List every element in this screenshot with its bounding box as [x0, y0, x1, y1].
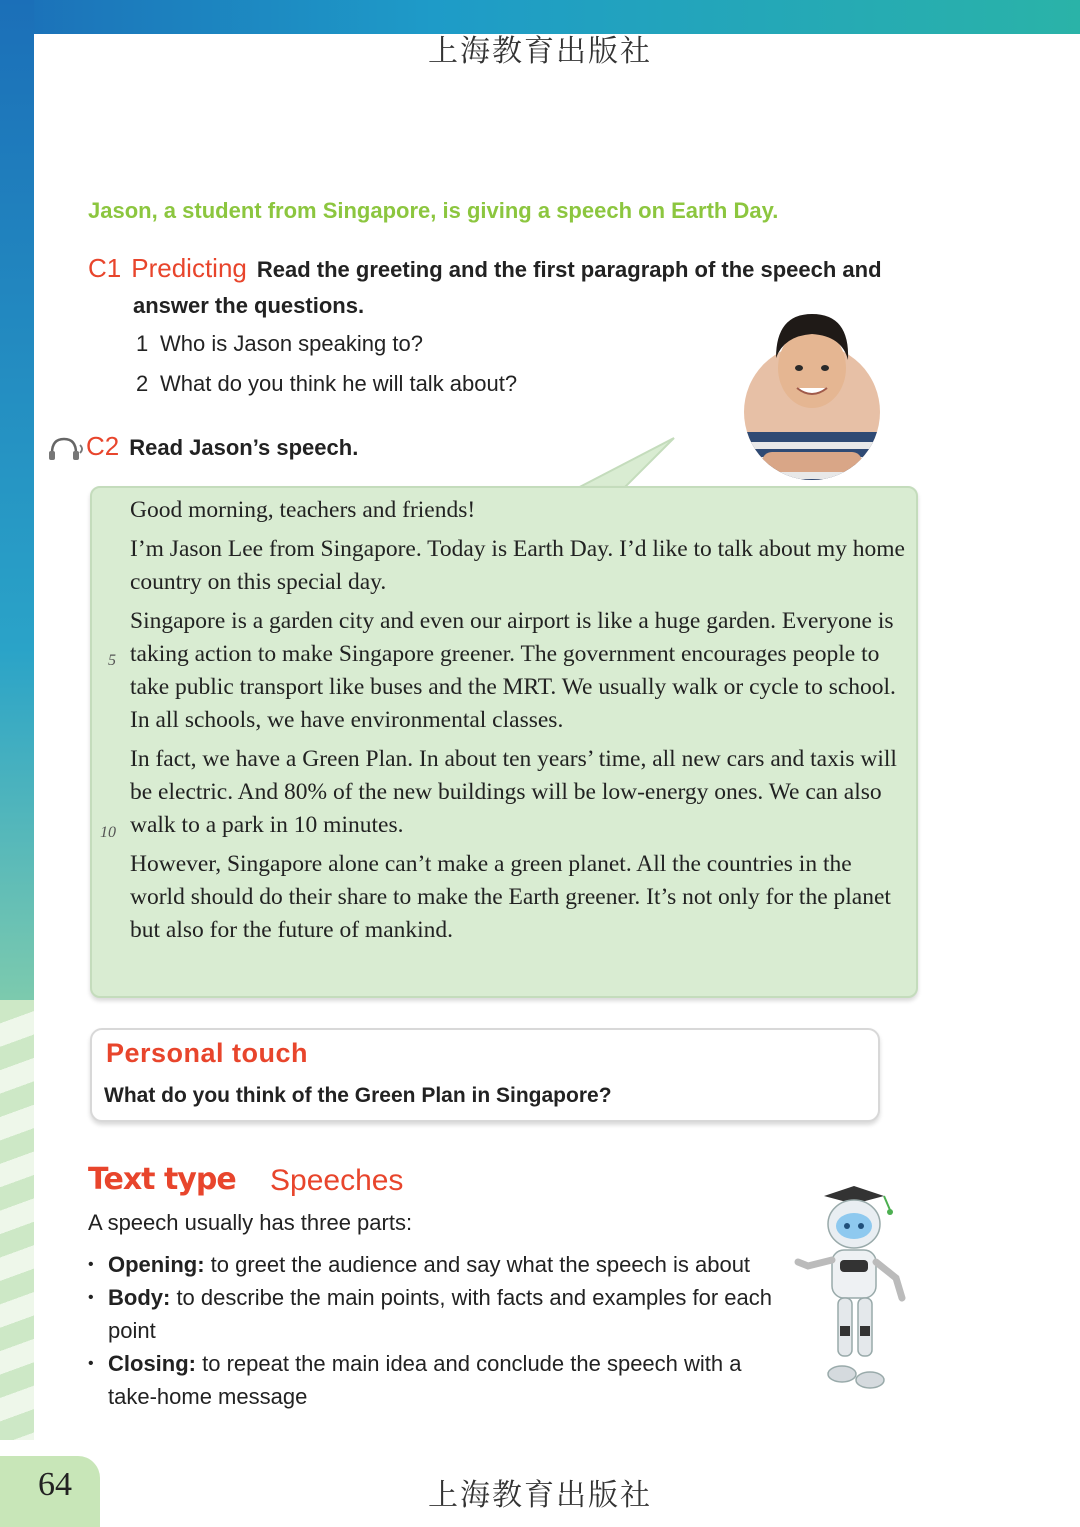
question-number: 1	[136, 331, 149, 356]
page-number: 64	[38, 1466, 72, 1503]
task-c1-instruction-line2: answer the questions.	[133, 293, 365, 318]
task-c1-instruction-line1: Read the greeting and the first paragraph of the speech and	[256, 257, 882, 282]
part-description: to describe the main points, with facts and examples for each point	[108, 1285, 772, 1343]
question-number: 2	[136, 371, 149, 396]
question-text: Who is Jason speaking to?	[160, 331, 423, 356]
task-c1-number: C1	[88, 253, 122, 283]
speech-paragraph: In fact, we have a Green Plan. In about ten years’ time, all new cars and taxis will be electric. And 80% of the new buildings will be low-energy ones. We can also walk to a park in 10 minutes.	[130, 746, 897, 838]
question-item	[136, 328, 517, 368]
publisher-watermark-bottom: 上海教育出版社	[428, 1478, 652, 1513]
list-item	[88, 1281, 788, 1347]
question-text: What do you think he will talk about?	[160, 371, 518, 396]
part-description: to greet the audience and say what the speech is about	[204, 1252, 751, 1277]
speech-parts-list	[88, 1248, 788, 1413]
question-item	[136, 368, 517, 408]
line-number-10: 10	[100, 824, 116, 841]
robot-mascot-icon	[792, 1186, 922, 1392]
speech-paragraph: I’m Jason Lee from Singapore. Today is Earth Day. I’d like to talk about my home country on this special day.	[130, 536, 905, 595]
intro-line: Jason, a student from Singapore, is giving a speech on Earth Day.	[88, 198, 779, 223]
part-term: Opening:	[108, 1252, 205, 1277]
speech-paragraph: Singapore is a garden city and even our airport is like a huge garden. Everyone is taking action to make Singapore greener. The government encourages people to take public transport like buses and the MRT. We usually walk or cycle to school. In all schools, we have environmental classes.	[130, 608, 896, 733]
text-type-label: Text type	[88, 1162, 236, 1197]
part-term: Body:	[108, 1285, 171, 1310]
task-c2-heading	[46, 430, 358, 464]
left-decor-stripes	[0, 1000, 34, 1440]
text-type-name: Speeches	[270, 1164, 404, 1197]
speech-bubble-tail	[560, 432, 680, 492]
text-type-intro: A speech usually has three parts:	[88, 1210, 413, 1235]
part-term: Closing:	[108, 1351, 196, 1376]
task-c1-name: Predicting	[131, 253, 247, 283]
list-item	[88, 1248, 788, 1281]
personal-touch-title: Personal touch	[106, 1038, 309, 1068]
jason-avatar	[742, 302, 882, 480]
list-item	[88, 1347, 788, 1413]
question-list	[136, 328, 517, 408]
part-description: to repeat the main idea and conclude the speech with a take-home message	[108, 1351, 742, 1409]
publisher-watermark-top: 上海教育出版社	[428, 34, 652, 69]
speech-paragraph: However, Singapore alone can’t make a green planet. All the countries in the world should do their share to make the Earth greener. It’s not only for the planet but also for the future of mankind.	[130, 851, 891, 943]
line-number-5: 5	[108, 652, 116, 669]
task-c2-number: C2	[86, 431, 120, 461]
headphone-audio-icon[interactable]	[46, 435, 86, 463]
speech-paragraph: Good morning, teachers and friends!	[130, 497, 476, 523]
personal-touch-question: What do you think of the Green Plan in Singapore?	[104, 1084, 612, 1107]
speech-text	[130, 494, 910, 953]
task-c2-instruction: Read Jason’s speech.	[129, 435, 359, 460]
